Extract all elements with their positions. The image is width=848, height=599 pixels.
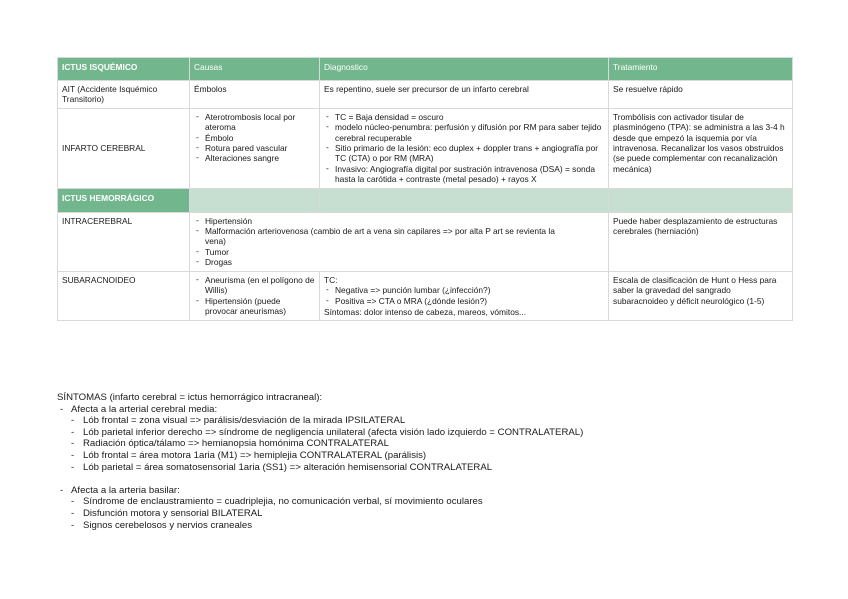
section-row-hemorragico xyxy=(58,188,793,212)
row-label-subaracnoideo: SUBARACNOIDEO xyxy=(58,271,190,321)
list-item: - Hipertensión (puede provocar aneurismas) xyxy=(194,296,315,317)
list-item: - Malformación arteriovenosa (cambio de art a vena sin capilares => por alta P art se revienta la vena) xyxy=(194,226,604,247)
header-tratamiento: Tratamiento xyxy=(609,58,793,81)
section-blank-cell xyxy=(320,188,609,212)
list-item: - TC = Baja densidad = oscuro xyxy=(324,112,604,122)
list-item: - Aneurisma (en el polígono de Willis) xyxy=(194,275,315,296)
row-label-ait: AIT (Accidente Isquémico Transitorio) xyxy=(58,81,190,109)
section-blank-cell xyxy=(190,188,320,212)
notes-list xyxy=(57,485,797,531)
list-item: - Invasivo: Angiografía digital por sustración intravenosa (DSA) = sonda hasta la carótida + contraste (metal pesado) + rayos X xyxy=(324,164,604,185)
list-item: - Lób frontal = zona visual => parálisis/desviación de la mirada IPSILATERAL xyxy=(57,415,797,427)
infarto-diagnostico xyxy=(320,108,609,188)
list-item: - Negativa => punción lumbar (¿infección?) xyxy=(324,285,604,295)
infarto-tratamiento: Trombólisis con activador tisular de plasminógeno (TPA): se administra a las 3-4 h desde que empezó la isquemia por vía intravenosa. Recanalizar los vasos obstruidos (se puede complementar con recanalización mecánica) xyxy=(609,108,793,188)
subaracnoideo-causas xyxy=(190,271,320,321)
header-diagnostico: Diagnostico xyxy=(320,58,609,81)
subaracnoideo-diagnostico xyxy=(320,271,609,321)
ait-causa: Émbolos xyxy=(190,81,320,109)
infarto-causas xyxy=(190,108,320,188)
list-item: - Lób parietal inferior derecho => síndrome de negligencia unilateral (afecta visión lado izquierdo = CONTRALATERAL) xyxy=(57,427,797,439)
list-item: - Drogas xyxy=(194,257,604,267)
section-blank-cell xyxy=(609,188,793,212)
list-item: - Radiación óptica/tálamo => hemianopsia homónima CONTRALATERAL xyxy=(57,438,797,450)
table-row-subaracnoideo xyxy=(58,271,793,321)
list-item: - Lób frontal = área motora 1aria (M1) => hemiplejia CONTRALATERAL (parálisis) xyxy=(57,450,797,462)
list-item: - Signos cerebelosos y nervios craneales xyxy=(57,520,797,532)
intracerebral-tratamiento: Puede haber desplazamiento de estructuras cerebrales (herniación) xyxy=(609,212,793,271)
list-item: - Lób parietal = área somatosensorial 1aria (SS1) => alteración hemisensorial CONTRALATERAL xyxy=(57,462,797,474)
subaracnoideo-tratamiento: Escala de clasificación de Hunt o Hess para saber la gravedad del sangrado subaracnoideo y déficit neurológico (1-5) xyxy=(609,271,793,321)
notes-spacer xyxy=(57,473,797,485)
diagnostico-sintomas: Síntomas: dolor intenso de cabeza, mareos, vómitos... xyxy=(324,306,527,317)
table-row-infarto xyxy=(58,108,793,188)
diagnostico-intro: TC: xyxy=(324,274,338,285)
list-item: - Émbolo xyxy=(194,133,315,143)
row-label-intracerebral: INTRACEREBRAL xyxy=(58,212,190,271)
intracerebral-causas xyxy=(190,212,609,271)
list-item: - modelo núcleo-penumbra: perfusión y difusión por RM para saber tejido cerebral recuperable xyxy=(324,122,604,143)
stroke-table xyxy=(57,57,793,321)
notes-group-title: - Afecta a la arterial cerebral media: xyxy=(57,404,797,416)
section-label-hemorragico: ICTUS HEMORRÁGICO xyxy=(58,188,190,212)
list-item: - Rotura pared vascular xyxy=(194,143,315,153)
ait-tratamiento: Se resuelve rápido xyxy=(609,81,793,109)
list-item: - Síndrome de enclaustramiento = cuadriplejia, no comunicación verbal, sí movimiento oculares xyxy=(57,496,797,508)
notes-group-title: - Afecta a la arteria basilar: xyxy=(57,485,797,497)
list-item: - Sitio primario de la lesión: eco duplex + doppler trans + angiografía por TC (CTA) o por RM (MRA) xyxy=(324,143,604,164)
list-item: - Hipertensión xyxy=(194,216,604,226)
list-item: - Alteraciones sangre xyxy=(194,153,315,163)
notes-list xyxy=(57,404,797,474)
header-causas: Causas xyxy=(190,58,320,81)
table-row-intracerebral xyxy=(58,212,793,271)
list-item: - Aterotrombosis local por ateroma xyxy=(194,112,315,133)
list-item: - Tumor xyxy=(194,247,604,257)
header-ictus-isquemico: ICTUS ISQUÉMICO xyxy=(58,58,190,81)
symptoms-notes xyxy=(57,392,797,531)
notes-heading: SÍNTOMAS (infarto cerebral = ictus hemorrágico intracraneal): xyxy=(57,392,323,403)
table-header-row xyxy=(58,58,793,81)
table-row-ait xyxy=(58,81,793,109)
list-item: - Positiva => CTA o MRA (¿dónde lesión?) xyxy=(324,296,604,306)
list-item: - Disfunción motora y sensorial BILATERAL xyxy=(57,508,797,520)
ait-diagnostico: Es repentino, suele ser precursor de un infarto cerebral xyxy=(320,81,609,109)
row-label-infarto: INFARTO CEREBRAL xyxy=(58,108,190,188)
